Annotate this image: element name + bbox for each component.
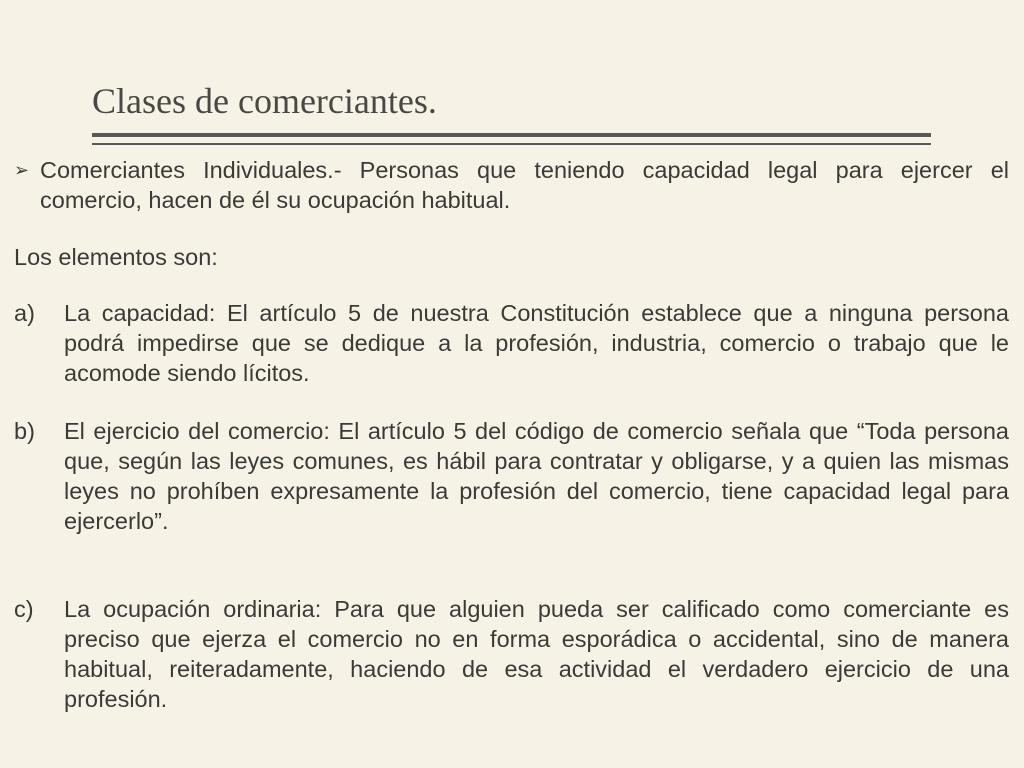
slide-title: Clases de comerciantes. xyxy=(92,81,437,121)
list-item-marker: b) xyxy=(14,418,35,444)
list-item-text: La capacidad: El artículo 5 de nuestra Constitución establece que a ninguna persona podrá impedirse que se dedique a la profesión, industria, comercio o trabajo que le acomode siendo lícitos. xyxy=(64,300,1009,386)
title-rule-thin xyxy=(92,143,931,145)
list-item xyxy=(14,298,1009,388)
title-rule-thick xyxy=(92,133,931,137)
list-item xyxy=(14,594,1009,714)
list-item xyxy=(14,416,1009,536)
list-item-marker: a) xyxy=(14,300,35,326)
arrow-bullet-icon: ➢ xyxy=(14,160,30,180)
list-item-marker: c) xyxy=(14,596,34,622)
bullet-text: Comerciantes Individuales.- Personas que teniendo capacidad legal para ejercer el comercio, hacen de él su ocupación habitual. xyxy=(40,157,1009,213)
intro-text: Los elementos son: xyxy=(14,244,218,270)
bullet-item xyxy=(14,155,1009,215)
list-item-text: La ocupación ordinaria: Para que alguien pueda ser calificado como comerciante es preciso que ejerza el comercio no en forma esporádica o accidental, sino de manera habitual, reiteradamente, haciendo de esa actividad el verdadero ejercicio de una profesión. xyxy=(64,596,1009,712)
list-item-text: El ejercicio del comercio: El artículo 5 del código de comercio señala que “Toda persona que, según las leyes comunes, es hábil para contratar y obligarse, y a quien las mismas leyes no prohíben expresamente la profesión del comercio, tiene capacidad legal para ejercerlo”. xyxy=(64,418,1009,534)
